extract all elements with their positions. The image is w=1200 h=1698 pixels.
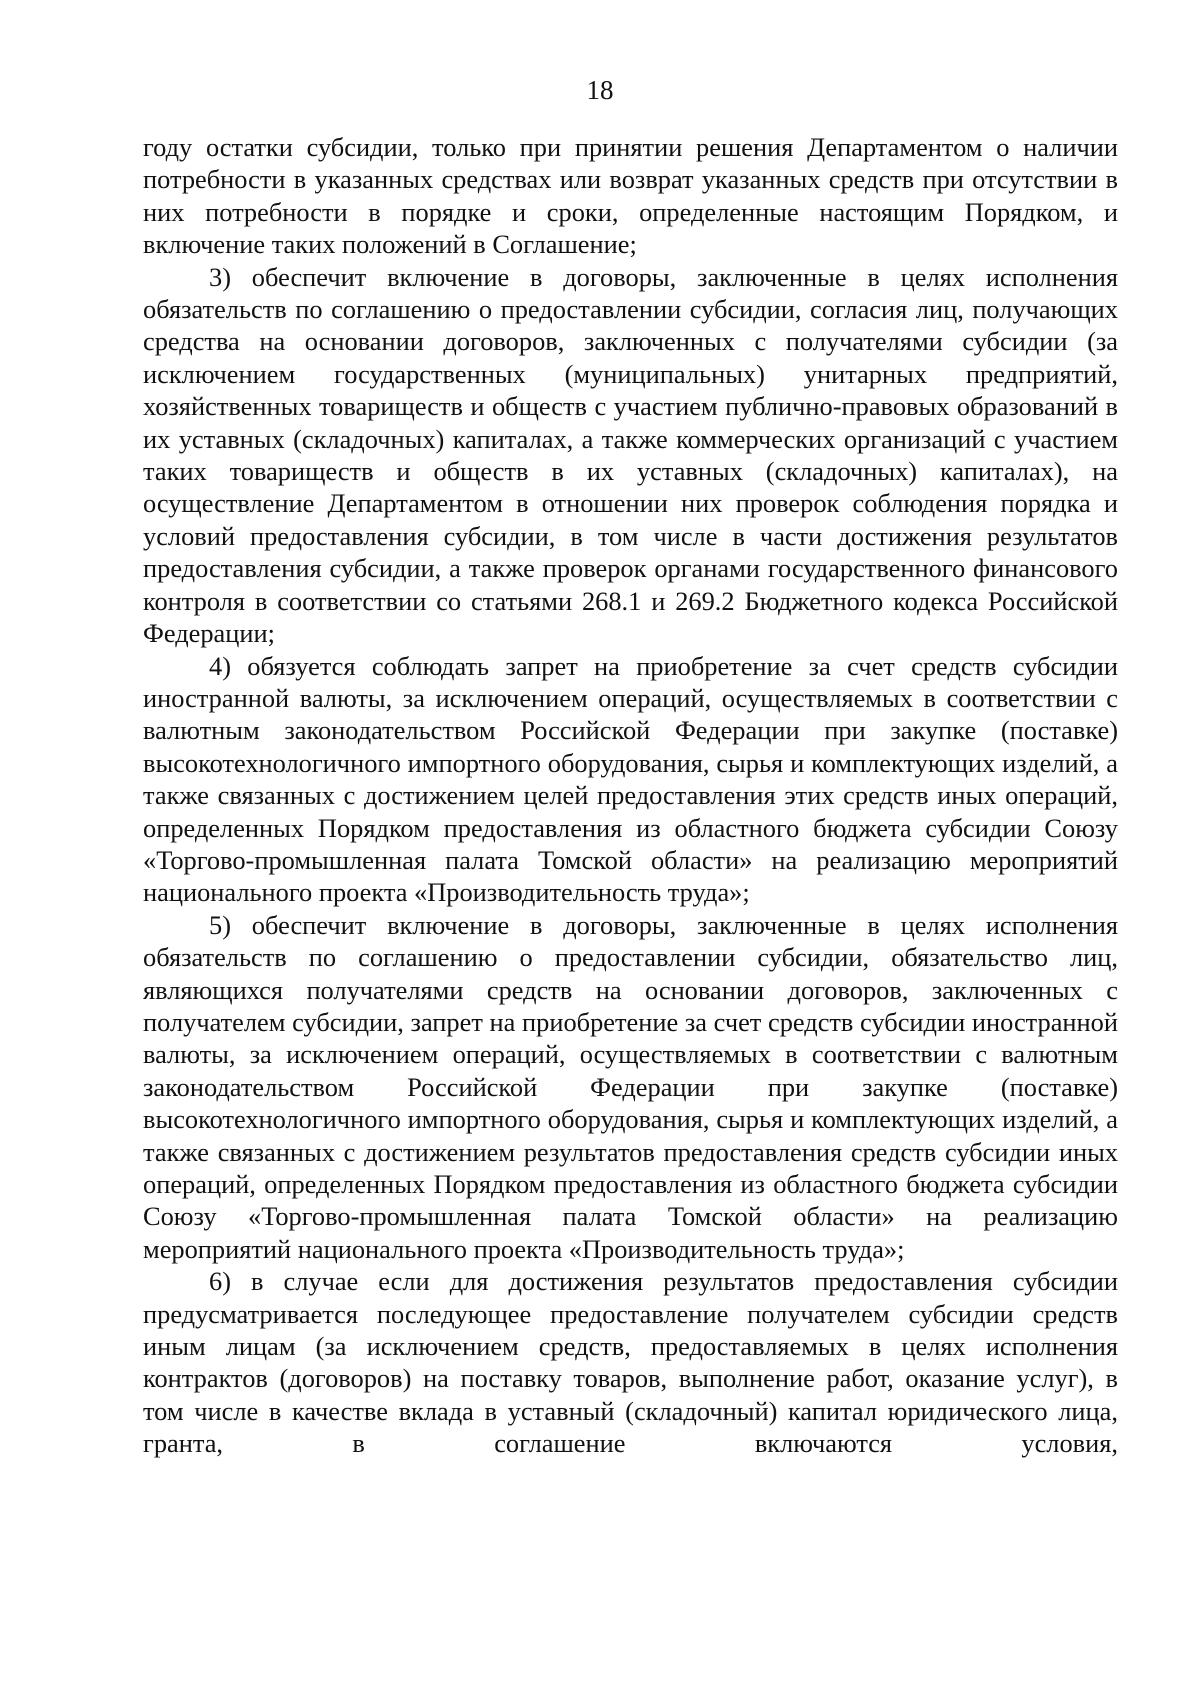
document-body <box>143 131 1118 1460</box>
paragraph-item-5: 5) обеспечит включение в договоры, заключенные в целях исполнения обязательств по соглашению о предоставлении субсидии, обязательство лиц, являющихся получателями средств на основании договоров, заключенных с получателем субсидии, запрет на приобретение за счет средств субсидии иностранной валюты, за исключением операций, осуществляемых в соответствии с валютным законодательством Российской Федерации при закупке (поставке) высокотехнологичного импортного оборудования, сырья и комплектующих изделий, а также связанных с достижением результатов предоставления средств субсидии иных операций, определенных Порядком предоставления из областного бюджета субсидии Союзу «Торгово-промышленная палата Томской области» на реализацию мероприятий национального проекта «Производительность труда»; <box>143 909 1118 1264</box>
paragraph-continuation: году остатки субсидии, только при принятии решения Департаментом о наличии потребности в указанных средствах или возврат указанных средств при отсутствии в них потребности в порядке и сроки, определенные настоящим Порядком, и включение таких положений в Соглашение; <box>143 132 1118 260</box>
paragraph-item-6: 6) в случае если для достижения результатов предоставления субсидии предусматривается последующее предоставление получателем субсидии средств иным лицам (за исключением средств, предоставляемых в целях исполнения контрактов (договоров) на поставку товаров, выполнение работ, оказание услуг), в том числе в качестве вклада в уставный (складочный) капитал юридического лица, гранта, в соглашение включаются условия, <box>143 1266 1118 1459</box>
page-number: 18 <box>586 75 614 105</box>
paragraph-item-4: 4) обязуется соблюдать запрет на приобретение за счет средств субсидии иностранной валюты, за исключением операций, осуществляемых в соответствии с валютным законодательством Российской Федерации при закупке (поставке) высокотехнологичного импортного оборудования, сырья и комплектующих изделий, а также связанных с достижением целей предоставления этих средств иных операций, определенных Порядком предоставления из областного бюджета субсидии Союзу «Торгово-промышленная палата Томской области» на реализацию мероприятий национального проекта «Производительность труда»; <box>143 650 1118 908</box>
paragraph-item-3: 3) обеспечит включение в договоры, заключенные в целях исполнения обязательств по соглашению о предоставлении субсидии, согласия лиц, получающих средства на основании договоров, заключенных с получателями субсидии (за исключением государственных (муниципальных) унитарных предприятий, хозяйственных товариществ и обществ с участием публично-правовых образований в их уставных (складочных) капиталах, а также коммерческих организаций с участием таких товариществ и обществ в их уставных (складочных) капиталах), на осуществление Департаментом в отношении них проверок соблюдения порядка и условий предоставления субсидии, в том числе в части достижения результатов предоставления субсидии, а также проверок органами государственного финансового контроля в соответствии со статьями 268.1 и 269.2 Бюджетного кодекса Российской Федерации; <box>143 261 1118 649</box>
